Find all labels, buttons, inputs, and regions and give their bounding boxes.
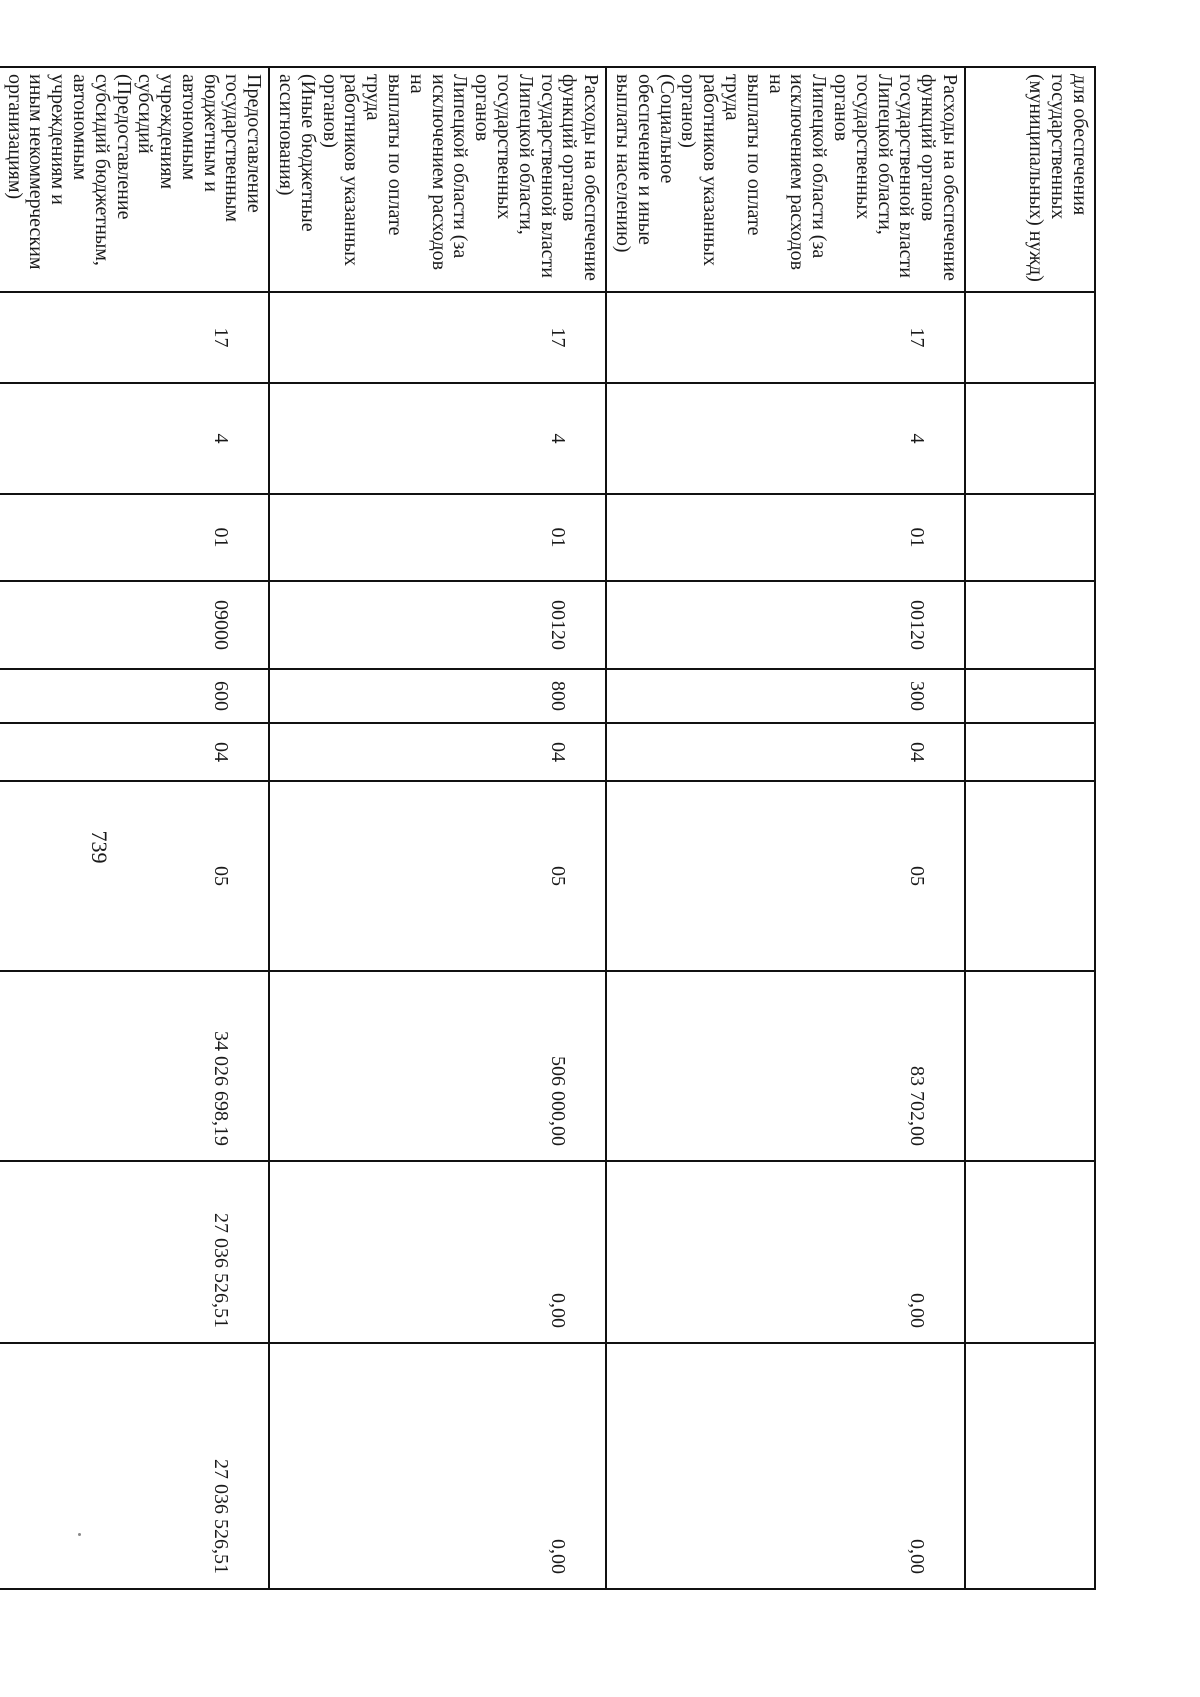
subsection-code: 05 <box>269 781 606 971</box>
table-row <box>269 67 606 1589</box>
table-row <box>0 67 269 1589</box>
subsection-code: 05 <box>0 781 269 971</box>
section-code: 04 <box>269 723 606 781</box>
subprogram-code: 01 <box>269 494 606 581</box>
ministry-code: 17 <box>0 292 269 383</box>
subprogram-code: 01 <box>606 494 965 581</box>
budget-table <box>0 66 1096 1590</box>
amount-plan: 83 702,00 <box>606 971 965 1161</box>
row-description: для обеспечения государственных (муниципальных) нужд) <box>965 67 1095 292</box>
ministry-code: 17 <box>606 292 965 383</box>
direction-code: 00120 <box>606 581 965 669</box>
expense-type-code: 300 <box>606 669 965 723</box>
amount-total <box>965 1343 1095 1589</box>
amount-plan: 506 000,00 <box>269 971 606 1161</box>
expense-type-code: 800 <box>269 669 606 723</box>
amount-changes: 0,00 <box>269 1161 606 1343</box>
amount-total: 0,00 <box>269 1343 606 1589</box>
subprogram-code <box>965 494 1095 581</box>
amount-changes: 27 036 526,51 <box>0 1161 269 1343</box>
subsection-code <box>965 781 1095 971</box>
ministry-code: 17 <box>269 292 606 383</box>
amount-changes: 0,00 <box>606 1161 965 1343</box>
table-row <box>606 67 965 1589</box>
direction-code: 09000 <box>0 581 269 669</box>
subprogram-code: 01 <box>0 494 269 581</box>
row-description: Расходы на обеспечение функций органов государственной власти Липецкой области, государственных органов Липецкой области (за исключением расходов на выплаты по оплате труда работников указанных органов) (Иные бюджетные ассигнования) <box>269 67 606 292</box>
program-code: 4 <box>606 383 965 494</box>
ministry-code <box>965 292 1095 383</box>
section-code <box>965 723 1095 781</box>
section-code: 04 <box>606 723 965 781</box>
table-row <box>965 67 1095 1589</box>
amount-total: 27 036 526,51 <box>0 1343 269 1589</box>
row-description: Предоставление государственным бюджетным и автономным учреждениям субсидий (Предоставление субсидий бюджетным, автономным учреждениям и иным некоммерческим организациям) <box>0 67 269 292</box>
program-code <box>965 383 1095 494</box>
amount-changes <box>965 1161 1095 1343</box>
expense-type-code <box>965 669 1095 723</box>
page-number: 739 <box>87 830 112 864</box>
subsection-code: 05 <box>606 781 965 971</box>
section-code: 04 <box>0 723 269 781</box>
direction-code: 00120 <box>269 581 606 669</box>
direction-code <box>965 581 1095 669</box>
program-code: 4 <box>0 383 269 494</box>
program-code: 4 <box>269 383 606 494</box>
amount-total: 0,00 <box>606 1343 965 1589</box>
expense-type-code: 600 <box>0 669 269 723</box>
row-description: Расходы на обеспечение функций органов государственной власти Липецкой области, государственных органов Липецкой области (за исключением расходов на выплаты по оплате труда работников указанных органов) (Социальное обеспечение и иные выплаты населению) <box>606 67 965 292</box>
amount-plan <box>965 971 1095 1161</box>
amount-plan: 34 026 698,19 <box>0 971 269 1161</box>
